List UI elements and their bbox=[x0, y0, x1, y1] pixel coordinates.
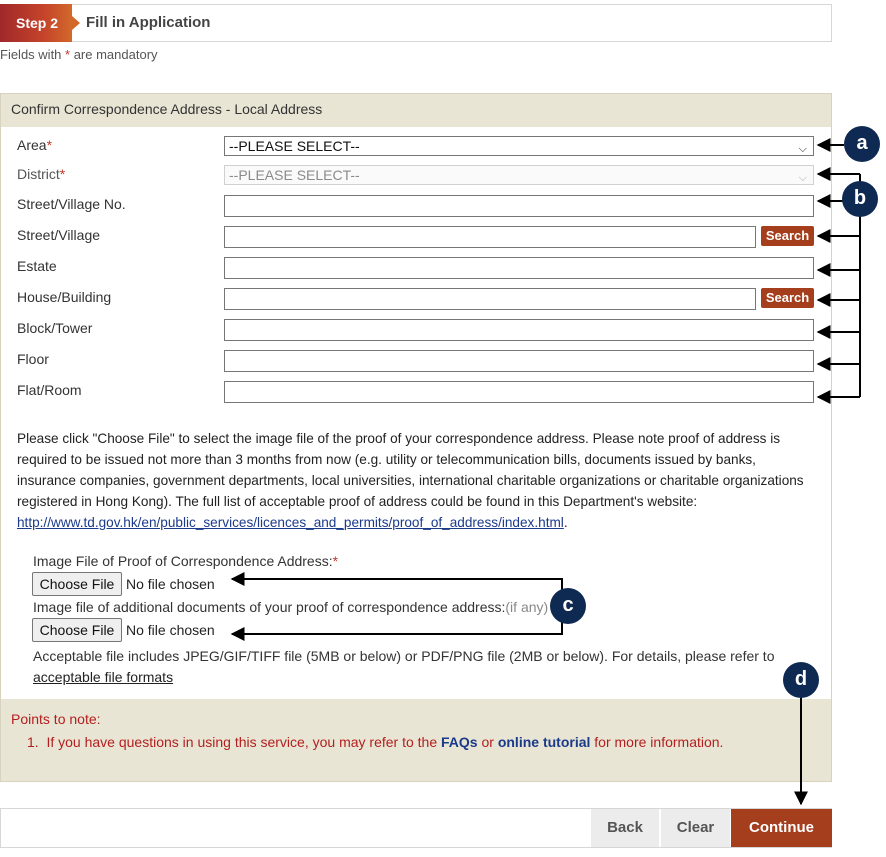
district-label: District* bbox=[17, 166, 66, 182]
callout-a: a bbox=[844, 126, 880, 162]
proof-file-label: Image File of Proof of Correspondence Address:* bbox=[33, 553, 339, 569]
street-label: Street/Village bbox=[17, 227, 101, 243]
online-tutorial-link[interactable]: online tutorial bbox=[497, 734, 591, 750]
street-input[interactable] bbox=[224, 226, 756, 248]
area-select[interactable]: --PLEASE SELECT-- ⌵ bbox=[224, 136, 814, 156]
floor-label: Floor bbox=[17, 351, 49, 367]
callout-b: b bbox=[842, 181, 878, 217]
faqs-link[interactable]: FAQs bbox=[441, 734, 478, 750]
additional-choose-file-button[interactable]: Choose File bbox=[32, 618, 122, 642]
continue-button[interactable]: Continue bbox=[731, 809, 832, 847]
points-item: 1. If you have questions in using this service, you may refer to the FAQs or online tutorial for more information. bbox=[27, 734, 724, 750]
mandatory-note: Fields with * are mandatory bbox=[0, 47, 158, 62]
step-badge: Step 2 bbox=[0, 4, 72, 42]
step-title: Fill in Application bbox=[86, 14, 211, 31]
block-input[interactable] bbox=[224, 319, 814, 341]
block-label: Block/Tower bbox=[17, 320, 93, 336]
chevron-down-icon: ⌵ bbox=[798, 143, 807, 155]
building-input[interactable] bbox=[224, 288, 756, 310]
clear-button[interactable]: Clear bbox=[661, 809, 730, 847]
street-no-label: Street/Village No. bbox=[17, 196, 126, 212]
flat-label: Flat/Room bbox=[17, 382, 82, 398]
floor-input[interactable] bbox=[224, 350, 814, 372]
building-label: House/Building bbox=[17, 289, 112, 305]
proof-choose-file-button[interactable]: Choose File bbox=[32, 572, 122, 596]
proof-of-address-link[interactable]: http://www.td.gov.hk/en/public_services/licences_and_permits/proof_of_address/index.html bbox=[17, 515, 564, 530]
callout-d: d bbox=[783, 662, 819, 698]
street-no-input[interactable] bbox=[224, 195, 814, 217]
proof-instructions: Please click "Choose File" to select the image file of the proof of your correspondence address. Please note proof of address is required to be issued not more than 3 months from now (e.g. utility or telecommunication bills, documents issued by banks, insurance companies, government departments, local universities, international charitable organizations or charitable organizations registered in Hong Kong). The full list of acceptable proof of address could be found in this Department's website: http://www.td.gov.hk/en/public_services/licences_and_permits/proof_of_address/index.html. bbox=[17, 431, 804, 530]
street-search-button[interactable]: Search bbox=[761, 226, 814, 246]
chevron-down-icon: ⌵ bbox=[798, 172, 807, 184]
back-button[interactable]: Back bbox=[591, 809, 659, 847]
building-search-button[interactable]: Search bbox=[761, 288, 814, 308]
acceptable-formats-link[interactable]: acceptable file formats bbox=[33, 669, 174, 685]
additional-no-file-text: No file chosen bbox=[126, 622, 215, 638]
panel-title: Confirm Correspondence Address - Local Address bbox=[11, 101, 323, 117]
callout-c: c bbox=[550, 588, 586, 624]
points-title: Points to note: bbox=[11, 711, 101, 727]
acceptable-files-note: Acceptable file includes JPEG/GIF/TIFF file (5MB or below) or PDF/PNG file (2MB or below). For details, please refer to acceptable file formats bbox=[33, 648, 775, 685]
additional-file-label: Image file of additional documents of your proof of correspondence address:(if any) bbox=[33, 599, 549, 615]
step-arrow-icon bbox=[72, 16, 80, 30]
flat-input[interactable] bbox=[224, 381, 814, 403]
estate-label: Estate bbox=[17, 258, 57, 274]
estate-input[interactable] bbox=[224, 257, 814, 279]
district-select: --PLEASE SELECT-- ⌵ bbox=[224, 165, 814, 185]
proof-no-file-text: No file chosen bbox=[126, 576, 215, 592]
area-label: Area* bbox=[17, 137, 53, 153]
